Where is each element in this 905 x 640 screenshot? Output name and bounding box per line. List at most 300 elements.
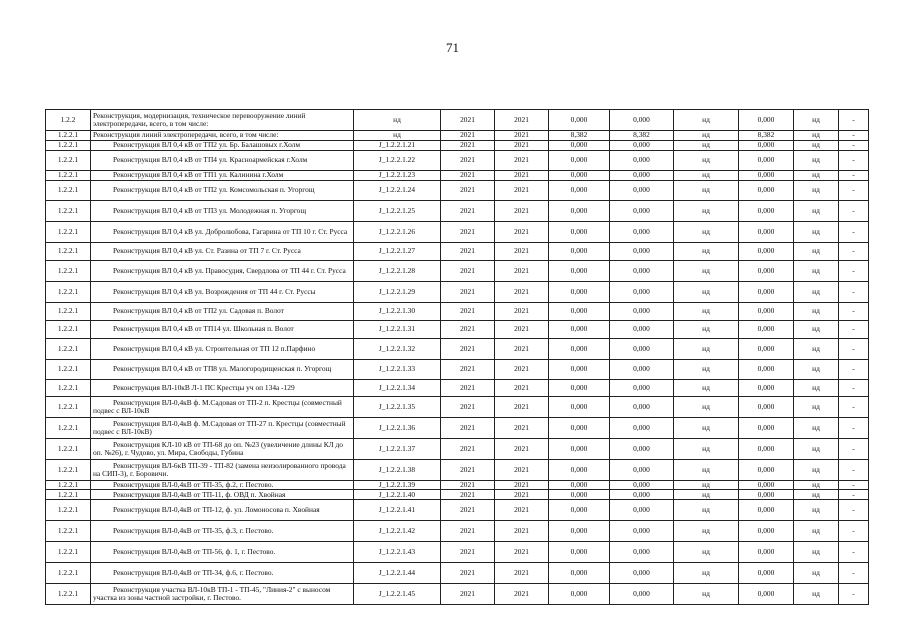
- row-name-text: Реконструкция ВЛ 0,4 кВ ул. Ст. Разина от ТП 7 г. Ст. Русса: [113, 246, 301, 256]
- table-row: [46, 339, 869, 360]
- row-nd-2: нд: [794, 542, 839, 563]
- row-start-year: 2021: [441, 171, 495, 181]
- table-row: [46, 261, 869, 282]
- row-value-1: 0,000: [549, 321, 610, 339]
- row-dash: -: [839, 151, 869, 171]
- row-start-year: 2021: [441, 243, 495, 261]
- row-nd-1: нд: [674, 460, 739, 481]
- row-value-1: 0,000: [549, 481, 610, 490]
- row-value-3: 0,000: [739, 201, 794, 222]
- row-start-year: 2021: [441, 584, 495, 605]
- row-nd-2: нд: [794, 563, 839, 584]
- row-code: 1.2.2.1: [46, 360, 91, 380]
- row-value-1: 0,000: [549, 380, 610, 397]
- row-name: [91, 151, 354, 171]
- row-value-1: 0,000: [549, 584, 610, 605]
- row-nd-2: нд: [794, 171, 839, 181]
- row-value-3: 0,000: [739, 418, 794, 439]
- row-end-year: 2021: [495, 563, 549, 584]
- row-end-year: 2021: [495, 222, 549, 243]
- row-nd-1: нд: [674, 110, 739, 131]
- row-value-1: 0,000: [549, 303, 610, 321]
- row-name-text: Реконструкция ВЛ 0,4 кВ от ТП2 ул. Садовая п. Волот: [113, 306, 284, 316]
- row-name: [91, 439, 354, 460]
- table-row: [46, 360, 869, 380]
- row-value-2: 0,000: [610, 321, 674, 339]
- row-project-id: J_1.2.2.1.33: [354, 360, 441, 380]
- row-name: [91, 418, 354, 439]
- row-project-id: J_1.2.2.1.30: [354, 303, 441, 321]
- row-end-year: 2021: [495, 151, 549, 171]
- row-dash: -: [839, 141, 869, 151]
- row-name: [91, 360, 354, 380]
- row-end-year: 2021: [495, 243, 549, 261]
- row-name-text: Реконструкция ВЛ-0,4кВ от ТП-35, ф.3, г. Пестово.: [113, 526, 274, 536]
- row-end-year: 2021: [495, 110, 549, 131]
- row-start-year: 2021: [441, 282, 495, 303]
- row-end-year: 2021: [495, 397, 549, 418]
- row-project-id: J_1.2.2.1.32: [354, 339, 441, 360]
- row-name: [91, 141, 354, 151]
- row-end-year: 2021: [495, 490, 549, 500]
- table-row: [46, 500, 869, 521]
- row-nd-1: нд: [674, 171, 739, 181]
- row-value-1: 0,000: [549, 151, 610, 171]
- row-value-3: 0,000: [739, 181, 794, 201]
- row-value-3: 0,000: [739, 151, 794, 171]
- row-project-id: J_1.2.2.1.38: [354, 460, 441, 481]
- row-value-2: 0,000: [610, 171, 674, 181]
- row-nd-2: нд: [794, 500, 839, 521]
- row-end-year: 2021: [495, 339, 549, 360]
- row-dash: -: [839, 360, 869, 380]
- table-row: [46, 201, 869, 222]
- row-start-year: 2021: [441, 439, 495, 460]
- row-value-3: 0,000: [739, 110, 794, 131]
- row-start-year: 2021: [441, 563, 495, 584]
- row-name-text: Реконструкция ВЛ-0,4кВ от ТП-12, ф. ул. Ломоносова п. Хвойная: [113, 505, 320, 515]
- row-code: 1.2.2.1: [46, 500, 91, 521]
- row-nd-1: нд: [674, 243, 739, 261]
- row-name-text: Реконструкция ВЛ-0,4кВ от ТП-56, ф. 1, г. Пестово.: [113, 547, 276, 557]
- row-nd-2: нд: [794, 397, 839, 418]
- row-code: 1.2.2.1: [46, 222, 91, 243]
- row-value-2: 0,000: [610, 303, 674, 321]
- row-code: 1.2.2.1: [46, 481, 91, 490]
- row-end-year: 2021: [495, 521, 549, 542]
- row-dash: -: [839, 201, 869, 222]
- row-nd-1: нд: [674, 339, 739, 360]
- table-row: [46, 397, 869, 418]
- table-row: [46, 141, 869, 151]
- row-name-text: Реконструкция ВЛ 0,4 кВ от ТП8 ул. Малогородищенская п. Угоргощ: [113, 364, 332, 374]
- page-number: 71: [446, 40, 459, 55]
- row-value-1: 8,382: [549, 131, 610, 141]
- row-name: [91, 542, 354, 563]
- row-value-1: 0,000: [549, 222, 610, 243]
- row-value-3: 0,000: [739, 141, 794, 151]
- row-value-1: 0,000: [549, 542, 610, 563]
- row-value-2: 0,000: [610, 261, 674, 282]
- row-value-1: 0,000: [549, 360, 610, 380]
- row-value-2: 0,000: [610, 500, 674, 521]
- row-project-id: J_1.2.2.1.43: [354, 542, 441, 563]
- row-project-id: J_1.2.2.1.27: [354, 243, 441, 261]
- row-start-year: 2021: [441, 141, 495, 151]
- row-start-year: 2021: [441, 131, 495, 141]
- row-value-2: 0,000: [610, 141, 674, 151]
- row-code: 1.2.2.1: [46, 151, 91, 171]
- row-value-1: 0,000: [549, 261, 610, 282]
- row-start-year: 2021: [441, 360, 495, 380]
- row-nd-1: нд: [674, 584, 739, 605]
- row-project-id: J_1.2.2.1.42: [354, 521, 441, 542]
- row-name-text: Реконструкция ВЛ-0,4кВ ф. М.Садовая от ТП-2 п. Крестцы (совместный подвес с ВЛ-10кВ: [93, 397, 342, 415]
- row-name: [91, 243, 354, 261]
- row-value-2: 0,000: [610, 563, 674, 584]
- row-value-3: 0,000: [739, 460, 794, 481]
- row-project-id: J_1.2.2.1.31: [354, 321, 441, 339]
- row-name-text: Реконструкция ВЛ 0,4 кВ от ТП3 ул. Молодежная п. Угоргощ: [113, 205, 307, 215]
- row-value-2: 0,000: [610, 110, 674, 131]
- row-value-1: 0,000: [549, 490, 610, 500]
- row-value-1: 0,000: [549, 339, 610, 360]
- row-nd-1: нд: [674, 181, 739, 201]
- row-nd-2: нд: [794, 321, 839, 339]
- row-dash: -: [839, 380, 869, 397]
- row-start-year: 2021: [441, 261, 495, 282]
- row-project-id: J_1.2.2.1.28: [354, 261, 441, 282]
- row-nd-1: нд: [674, 481, 739, 490]
- row-end-year: 2021: [495, 303, 549, 321]
- row-nd-1: нд: [674, 500, 739, 521]
- row-code: 1.2.2.1: [46, 521, 91, 542]
- row-project-id: J_1.2.2.1.36: [354, 418, 441, 439]
- row-value-1: 0,000: [549, 201, 610, 222]
- row-project-id: J_1.2.2.1.41: [354, 500, 441, 521]
- table-row: [46, 460, 869, 481]
- row-name-text: Реконструкция ВЛ-0,4кВ от ТП-34, ф.6, г. Пестово.: [113, 568, 274, 578]
- row-dash: -: [839, 339, 869, 360]
- row-start-year: 2021: [441, 321, 495, 339]
- row-value-2: 0,000: [610, 282, 674, 303]
- row-project-id: J_1.2.2.1.37: [354, 439, 441, 460]
- row-dash: -: [839, 397, 869, 418]
- row-value-3: 0,000: [739, 521, 794, 542]
- row-name-text: Реконструкция ВЛ-10кВ Л-1 ПС Крестцы уч оп 134а -129: [113, 382, 295, 392]
- row-end-year: 2021: [495, 418, 549, 439]
- row-end-year: 2021: [495, 282, 549, 303]
- row-value-1: 0,000: [549, 563, 610, 584]
- row-end-year: 2021: [495, 380, 549, 397]
- row-nd-2: нд: [794, 490, 839, 500]
- row-name: [91, 339, 354, 360]
- row-code: 1.2.2.1: [46, 141, 91, 151]
- row-code: 1.2.2.1: [46, 243, 91, 261]
- row-project-id: J_1.2.2.1.26: [354, 222, 441, 243]
- row-project-id: J_1.2.2.1.44: [354, 563, 441, 584]
- row-start-year: 2021: [441, 542, 495, 563]
- row-value-3: 0,000: [739, 542, 794, 563]
- row-code: 1.2.2.1: [46, 261, 91, 282]
- row-end-year: 2021: [495, 171, 549, 181]
- row-start-year: 2021: [441, 151, 495, 171]
- table-row: [46, 243, 869, 261]
- table-row: [46, 490, 869, 500]
- row-project-id: J_1.2.2.1.25: [354, 201, 441, 222]
- row-dash: -: [839, 563, 869, 584]
- row-value-3: 0,000: [739, 321, 794, 339]
- row-code: 1.2.2.1: [46, 397, 91, 418]
- row-code: 1.2.2: [46, 110, 91, 131]
- row-value-1: 0,000: [549, 500, 610, 521]
- table-row: [46, 222, 869, 243]
- row-name-text: Реконструкция ВЛ-6кВ ТП-39 - ТП-82 (замена неизолированного провода на СИП-3), г. Боровичи.: [93, 460, 346, 478]
- row-value-3: 0,000: [739, 490, 794, 500]
- row-nd-2: нд: [794, 360, 839, 380]
- row-nd-1: нд: [674, 490, 739, 500]
- row-value-3: 0,000: [739, 360, 794, 380]
- row-value-2: 0,000: [610, 380, 674, 397]
- row-nd-1: нд: [674, 201, 739, 222]
- row-dash: -: [839, 171, 869, 181]
- row-nd-2: нд: [794, 243, 839, 261]
- row-name: [91, 490, 354, 500]
- row-value-3: 0,000: [739, 500, 794, 521]
- row-nd-1: нд: [674, 282, 739, 303]
- row-nd-1: нд: [674, 360, 739, 380]
- row-code: 1.2.2.1: [46, 131, 91, 141]
- row-value-2: 0,000: [610, 201, 674, 222]
- row-end-year: 2021: [495, 584, 549, 605]
- row-value-3: 0,000: [739, 261, 794, 282]
- row-dash: -: [839, 321, 869, 339]
- table-row: [46, 303, 869, 321]
- row-name: [91, 282, 354, 303]
- row-end-year: 2021: [495, 360, 549, 380]
- row-end-year: 2021: [495, 201, 549, 222]
- row-dash: -: [839, 303, 869, 321]
- row-name-text: Реконструкция ВЛ 0,4 кВ от ТП4 ул. Красноармейская г.Холм: [113, 155, 308, 165]
- row-value-2: 0,000: [610, 584, 674, 605]
- row-name-text: Реконструкция ВЛ 0,4 кВ от ТП14 ул. Школьная п. Волот: [113, 324, 294, 334]
- row-code: 1.2.2.1: [46, 201, 91, 222]
- row-nd-1: нд: [674, 397, 739, 418]
- row-nd-1: нд: [674, 141, 739, 151]
- row-nd-1: нд: [674, 303, 739, 321]
- row-nd-1: нд: [674, 563, 739, 584]
- row-value-1: 0,000: [549, 460, 610, 481]
- row-name-text: Реконструкция ВЛ-0,4кВ ф. М.Садовая от ТП-27 п. Крестцы (совместный подвес с ВЛ-10кВ): [93, 418, 346, 436]
- row-dash: -: [839, 584, 869, 605]
- row-value-2: 0,000: [610, 151, 674, 171]
- table-row: [46, 563, 869, 584]
- row-code: 1.2.2.1: [46, 303, 91, 321]
- row-value-3: 0,000: [739, 481, 794, 490]
- row-dash: -: [839, 110, 869, 131]
- row-value-2: 0,000: [610, 222, 674, 243]
- row-nd-1: нд: [674, 131, 739, 141]
- row-project-id: нд: [354, 131, 441, 141]
- row-nd-1: нд: [674, 418, 739, 439]
- row-project-id: J_1.2.2.1.24: [354, 181, 441, 201]
- row-value-3: 0,000: [739, 171, 794, 181]
- row-name: [91, 261, 354, 282]
- row-name: [91, 171, 354, 181]
- row-name-text: Реконструкция ВЛ 0,4 кВ ул. Добролюбова, Гагарина от ТП 10 г. Ст. Русса: [113, 226, 348, 236]
- row-nd-2: нд: [794, 460, 839, 481]
- row-name: Реконструкция, модернизация, техническое перевооружение линий электропередачи, всего, в том числе:: [91, 110, 354, 131]
- row-value-1: 0,000: [549, 282, 610, 303]
- row-nd-2: нд: [794, 481, 839, 490]
- row-dash: -: [839, 481, 869, 490]
- row-value-2: 0,000: [610, 521, 674, 542]
- table-row: [46, 521, 869, 542]
- row-name: [91, 460, 354, 481]
- row-code: 1.2.2.1: [46, 563, 91, 584]
- investment-program-table: [45, 109, 869, 605]
- row-name: [91, 181, 354, 201]
- row-start-year: 2021: [441, 500, 495, 521]
- row-end-year: 2021: [495, 460, 549, 481]
- row-name: [91, 521, 354, 542]
- row-code: 1.2.2.1: [46, 282, 91, 303]
- row-nd-2: нд: [794, 261, 839, 282]
- row-end-year: 2021: [495, 481, 549, 490]
- table-row: [46, 380, 869, 397]
- row-nd-1: нд: [674, 542, 739, 563]
- row-value-2: 0,000: [610, 243, 674, 261]
- row-name-text: Реконструкция ВЛ 0,4 кВ ул. Строительная от ТП 12 п.Парфино: [113, 343, 316, 353]
- row-value-3: 0,000: [739, 380, 794, 397]
- row-dash: -: [839, 243, 869, 261]
- row-dash: -: [839, 490, 869, 500]
- row-start-year: 2021: [441, 181, 495, 201]
- row-project-id: нд: [354, 110, 441, 131]
- row-nd-1: нд: [674, 151, 739, 171]
- row-code: 1.2.2.1: [46, 321, 91, 339]
- row-name: [91, 500, 354, 521]
- row-value-1: 0,000: [549, 171, 610, 181]
- row-value-1: 0,000: [549, 521, 610, 542]
- row-code: 1.2.2.1: [46, 181, 91, 201]
- row-value-2: 0,000: [610, 460, 674, 481]
- row-nd-2: нд: [794, 110, 839, 131]
- table-row: [46, 321, 869, 339]
- row-project-id: J_1.2.2.1.45: [354, 584, 441, 605]
- row-value-2: 8,382: [610, 131, 674, 141]
- row-code: 1.2.2.1: [46, 418, 91, 439]
- row-nd-2: нд: [794, 584, 839, 605]
- row-nd-1: нд: [674, 222, 739, 243]
- row-start-year: 2021: [441, 481, 495, 490]
- row-code: 1.2.2.1: [46, 380, 91, 397]
- row-name-text: Реконструкция участка ВЛ-10кВ ТП-1 - ТП-45, "Линия-2" с выносом участка из зоны частной застройки, г. Пестово.: [93, 585, 331, 603]
- row-value-1: 0,000: [549, 397, 610, 418]
- row-value-2: 0,000: [610, 542, 674, 563]
- row-dash: -: [839, 439, 869, 460]
- row-end-year: 2021: [495, 181, 549, 201]
- row-code: 1.2.2.1: [46, 460, 91, 481]
- table-row: [46, 439, 869, 460]
- row-end-year: 2021: [495, 131, 549, 141]
- row-start-year: 2021: [441, 303, 495, 321]
- row-start-year: 2021: [441, 418, 495, 439]
- row-nd-1: нд: [674, 439, 739, 460]
- row-dash: -: [839, 542, 869, 563]
- row-nd-2: нд: [794, 131, 839, 141]
- row-nd-2: нд: [794, 282, 839, 303]
- row-value-1: 0,000: [549, 141, 610, 151]
- row-nd-1: нд: [674, 380, 739, 397]
- row-name: [91, 222, 354, 243]
- row-value-2: 0,000: [610, 439, 674, 460]
- row-start-year: 2021: [441, 460, 495, 481]
- row-dash: -: [839, 500, 869, 521]
- row-nd-2: нд: [794, 181, 839, 201]
- row-value-1: 0,000: [549, 243, 610, 261]
- row-end-year: 2021: [495, 141, 549, 151]
- row-value-3: 0,000: [739, 397, 794, 418]
- row-value-1: 0,000: [549, 418, 610, 439]
- row-name: [91, 563, 354, 584]
- row-start-year: 2021: [441, 222, 495, 243]
- row-name-text: Реконструкция КЛ-10 кВ от ТП-68 до оп. №23 (увеличение длины КЛ до оп. №26), г. Чудово, ул. Мира, Свободы, Губина: [93, 439, 343, 457]
- row-name: [91, 397, 354, 418]
- row-value-3: 0,000: [739, 243, 794, 261]
- row-end-year: 2021: [495, 542, 549, 563]
- row-name-text: Реконструкция ВЛ 0,4 кВ от ТП1 ул. Калинина г.Холм: [113, 170, 284, 180]
- row-value-3: 0,000: [739, 222, 794, 243]
- row-project-id: J_1.2.2.1.29: [354, 282, 441, 303]
- row-dash: -: [839, 418, 869, 439]
- row-dash: -: [839, 282, 869, 303]
- row-value-1: 0,000: [549, 110, 610, 131]
- row-value-2: 0,000: [610, 339, 674, 360]
- row-nd-1: нд: [674, 261, 739, 282]
- row-name-text: Реконструкция ВЛ 0,4 кВ от ТП2 ул. Бр. Балашовых г.Холм: [113, 140, 301, 150]
- row-dash: -: [839, 131, 869, 141]
- row-value-1: 0,000: [549, 439, 610, 460]
- row-nd-2: нд: [794, 141, 839, 151]
- table-row: [46, 181, 869, 201]
- row-start-year: 2021: [441, 339, 495, 360]
- row-name-text: Реконструкция ВЛ 0,4 кВ от ТП2 ул. Комсомольская п. Угоргощ: [113, 185, 315, 195]
- row-dash: -: [839, 261, 869, 282]
- row-value-2: 0,000: [610, 490, 674, 500]
- table-row: [46, 584, 869, 605]
- row-code: 1.2.2.1: [46, 542, 91, 563]
- row-code: 1.2.2.1: [46, 171, 91, 181]
- table-row: [46, 481, 869, 490]
- row-project-id: J_1.2.2.1.39: [354, 481, 441, 490]
- table-row: [46, 542, 869, 563]
- row-name: [91, 380, 354, 397]
- row-value-2: 0,000: [610, 481, 674, 490]
- row-nd-2: нд: [794, 521, 839, 542]
- row-project-id: J_1.2.2.1.22: [354, 151, 441, 171]
- row-value-2: 0,000: [610, 397, 674, 418]
- row-project-id: J_1.2.2.1.35: [354, 397, 441, 418]
- row-start-year: 2021: [441, 490, 495, 500]
- row-name-text: Реконструкция ВЛ-0,4кВ от ТП-35, ф.2, г. Пестово.: [113, 480, 274, 489]
- row-value-2: 0,000: [610, 181, 674, 201]
- row-end-year: 2021: [495, 321, 549, 339]
- row-value-1: 0,000: [549, 181, 610, 201]
- row-name: [91, 303, 354, 321]
- row-start-year: 2021: [441, 521, 495, 542]
- row-name-text: Реконструкция ВЛ 0,4 кВ ул. Правосудия, Свердлова от ТП 44 г. Ст. Русса: [113, 265, 346, 275]
